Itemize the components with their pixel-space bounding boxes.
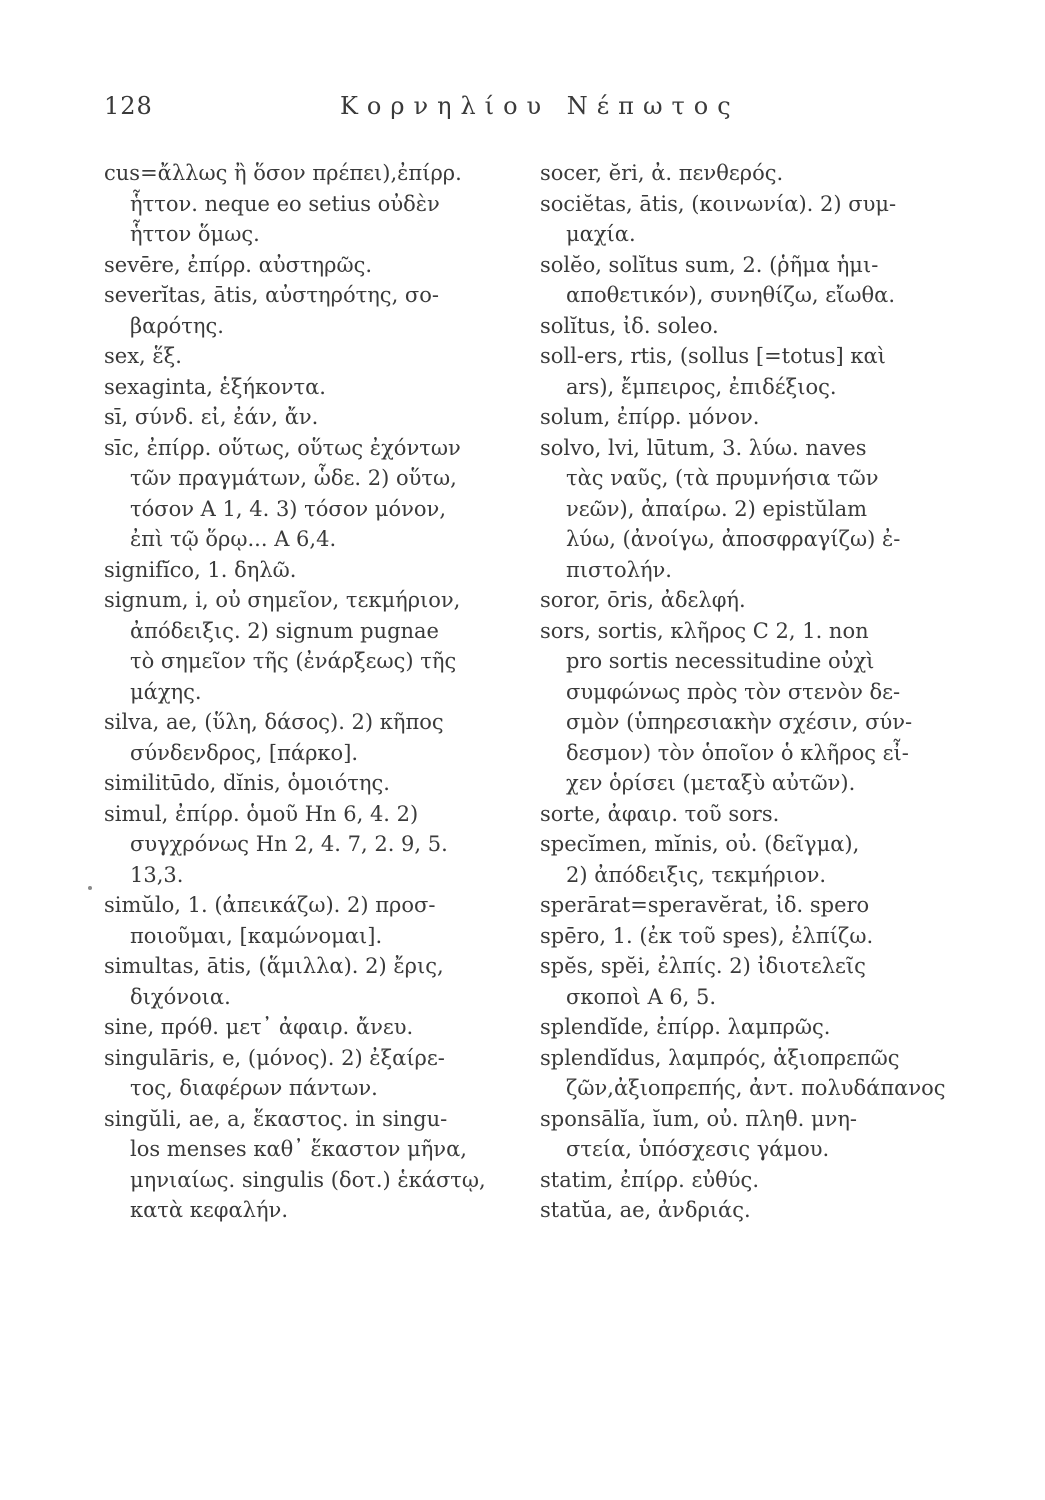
left-column-line: signifĭco, 1. δηλῶ. [104, 557, 297, 582]
left-column-line: simultas, ātis, (ἅμιλλα). 2) ἔρις, [104, 954, 444, 978]
right-column-line: ζῶν,ἀξιοπρεπής, ἀντ. πολυδάπανος [566, 1076, 946, 1100]
right-column-line: sponsālĭa, ĭum, οὐ. πληθ. μνη- [540, 1106, 858, 1131]
left-column-line: sexaginta, ἑξήκοντα. [104, 374, 326, 399]
left-column-line: los menses καθ᾽ ἕκαστον μῆνα, [130, 1137, 467, 1161]
right-column-line: αποθετικόν), συνηθίζω, εἴωθα. [566, 283, 895, 307]
left-column-line: similitūdo, dĭnis, ὁμοιότης. [104, 771, 390, 795]
right-column-line: solum, ἐπίρρ. μόνον. [540, 405, 760, 429]
right-column-line: sperārat=speravĕrat, ἰδ. spero [540, 893, 870, 917]
right-column-line: sorte, ἀφαιρ. τοῦ sors. [540, 801, 780, 826]
left-column-line: ἀπόδειξις. 2) signum pugnae [130, 618, 439, 643]
right-column [540, 158, 968, 1226]
running-title: Κορνηλίου Νέπωτος [340, 92, 740, 120]
left-column-line: singulāris, e, (μόνος). 2) ἐξαίρε- [104, 1045, 445, 1070]
left-column-line: τῶν πραγμάτων, ὧδε. 2) οὕτω, [130, 466, 457, 490]
right-column-line: ars), ἔμπειρος, ἐπιδέξιος. [566, 374, 837, 399]
left-column-line: ἧττον ὅμως. [130, 222, 260, 246]
right-column-line: 2) ἀπόδειξις, τεκμήριον. [566, 862, 827, 887]
right-column-line: solĭtus, ἰδ. soleo. [540, 313, 719, 338]
right-column-line: solvo, lvi, lūtum, 3. λύω. naves [540, 435, 867, 460]
left-column-line: κατὰ κεφαλήν. [130, 1198, 289, 1222]
left-column-line: simŭlo, 1. (ἀπεικάζω). 2) προσ- [104, 893, 436, 917]
left-column-line: sīc, ἐπίρρ. οὕτως, οὕτως ἐχόντων [104, 435, 461, 460]
right-column-line: statŭa, ae, ἀνδριάς. [540, 1198, 751, 1222]
left-column-line: silva, ae, (ὕλη, δάσος). 2) κῆπος [104, 710, 444, 734]
right-column-line: solĕo, solĭtus sum, 2. (ῥῆμα ἡμι- [540, 252, 879, 277]
left-column-line: ἐπὶ τῷ ὅρῳ... A 6,4. [130, 527, 337, 551]
page-header [104, 92, 974, 132]
left-column-line: συγχρόνως Hn 2, 4. 7, 2. 9, 5. [130, 832, 448, 856]
left-column-line: ἧττον. neque eo setius οὐδὲν [130, 191, 440, 216]
right-column-line: σμὸν (ὑπηρεσιακὴν σχέσιν, σύν- [566, 710, 913, 734]
right-column-line: λύω, (ἀνοίγω, ἀποσφραγίζω) ἐ- [566, 527, 901, 551]
left-column-line: sī, σύνδ. εἰ, ἐάν, ἄν. [104, 405, 319, 429]
left-column-line: τὸ σημεῖον τῆς (ἐνάρξεως) τῆς [130, 649, 457, 673]
right-column-line: συμφώνως πρὸς τὸν στενὸν δε- [566, 679, 901, 704]
right-column-line: pro sortis necessitudine οὐχὶ [566, 649, 875, 673]
left-column-line: 13,3. [130, 862, 184, 887]
right-column-line: σκοποὶ A 6, 5. [566, 984, 717, 1009]
right-column-line: στεία, ὑπόσχεσις γάμου. [566, 1137, 830, 1161]
right-column-line: spēro, 1. (ἐκ τοῦ spes), ἐλπίζω. [540, 923, 874, 948]
left-column-line: βαρότης. [130, 313, 224, 338]
right-column-line: socer, ĕri, ἀ. πενθερός. [540, 161, 784, 185]
left-column [104, 158, 532, 1226]
right-column-line: soll-ers, rtis, (sollus [=totus] καὶ [540, 344, 886, 368]
left-column-line: sine, πρόθ. μετ᾽ ἀφαιρ. ἄνευ. [104, 1015, 414, 1039]
paper-speck [88, 886, 92, 890]
right-column-line: sociĕtas, ātis, (κοινωνία). 2) συμ- [540, 191, 897, 216]
right-column-line: sors, sortis, κλῆρος C 2, 1. non [540, 618, 869, 643]
left-column-line: sex, ἕξ. [104, 344, 182, 368]
right-column-line: πιστολήν. [566, 557, 672, 582]
right-column-line: νεῶν), ἀπαίρω. 2) epistŭlam [566, 496, 868, 521]
right-column-line: spĕs, spĕi, ἐλπίς. 2) ἰδιοτελεῖς [540, 954, 866, 978]
left-column-line: ποιοῦμαι, [καμώνομαι]. [130, 923, 383, 948]
left-column-line: μηνιαίως. singulis (δοτ.) ἑκάστῳ, [130, 1167, 486, 1192]
left-column-line: τος, διαφέρων πάντων. [130, 1076, 378, 1100]
left-column-line: σύνδενδρος, [πάρκο]. [130, 740, 359, 765]
left-column-line: severĭtas, ātis, αὐστηρότης, σο- [104, 283, 439, 307]
left-column-line: singŭli, ae, a, ἕκαστος. in singu- [104, 1106, 448, 1131]
right-column-line: τὰς ναῦς, (τὰ πρυμνήσια τῶν [566, 466, 879, 490]
right-column-line: soror, ōris, ἀδελφή. [540, 588, 746, 612]
right-column-line: splendĭde, ἐπίρρ. λαμπρῶς. [540, 1015, 831, 1039]
right-column-line: δεσμον) τὸν ὁποῖον ὁ κλῆρος εἶ- [566, 740, 909, 765]
right-column-line: splendĭdus, λαμπρός, ἀξιοπρεπῶς [540, 1045, 900, 1070]
left-column-line: μάχης. [130, 679, 202, 704]
left-column-line: signum, i, οὐ σημεῖον, τεκμήριον, [104, 588, 461, 612]
left-column-line: τόσον A 1, 4. 3) τόσον μόνον, [130, 496, 446, 521]
left-column-line: simul, ἐπίρρ. ὁμοῦ Hn 6, 4. 2) [104, 801, 419, 826]
right-column-line: μαχία. [566, 222, 636, 246]
page-number: 128 [104, 92, 153, 120]
right-column-line: χεν ὁρίσει (μεταξὺ αὐτῶν). [566, 771, 856, 795]
left-column-line: sevēre, ἐπίρρ. αὐστηρῶς. [104, 252, 373, 277]
right-column-line: statim, ἐπίρρ. εὐθύς. [540, 1167, 759, 1192]
right-column-line: specĭmen, mĭnis, οὐ. (δεῖγμα), [540, 832, 860, 856]
left-column-line: cus=ἄλλως ἢ ὅσον πρέπει),ἐπίρρ. [104, 161, 462, 185]
left-column-line: διχόνοια. [130, 984, 231, 1009]
